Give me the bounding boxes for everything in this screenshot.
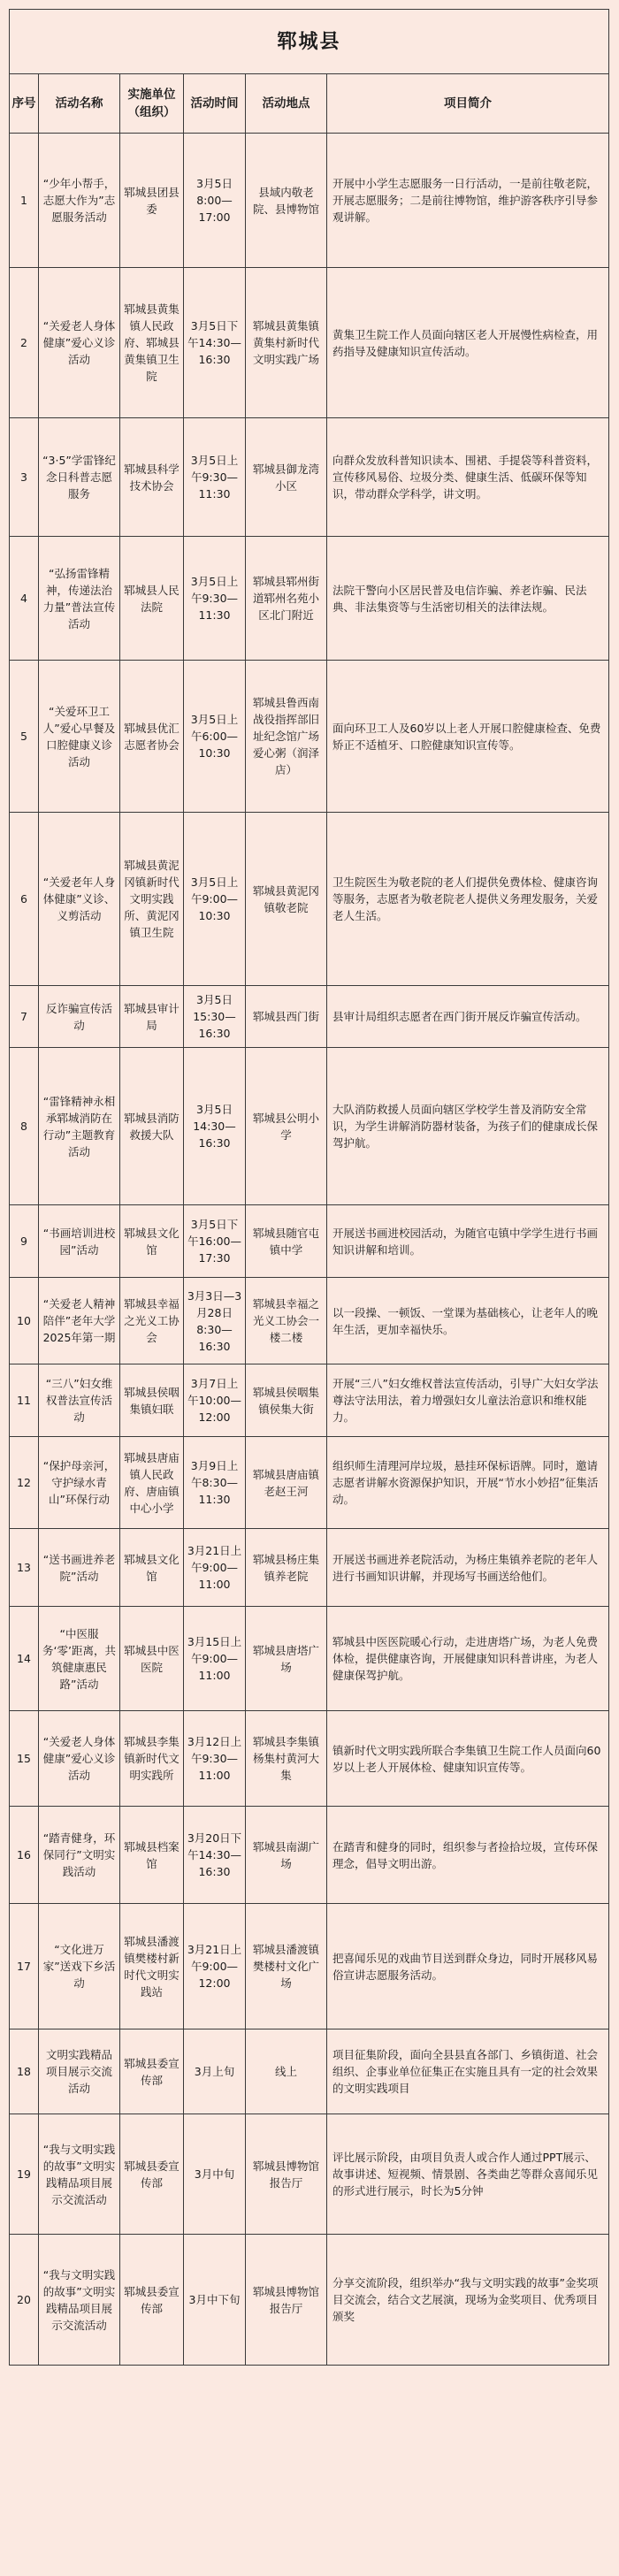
cell-name: “雷锋精神永相承郓城消防在行动”主题教育活动 bbox=[39, 1048, 120, 1205]
cell-place: 郓城县唐塔广场 bbox=[246, 1607, 327, 1711]
cell-no: 1 bbox=[10, 134, 39, 268]
cell-intro: 县审计局组织志愿者在西门街开展反诈骗宣传活动。 bbox=[327, 986, 609, 1048]
cell-name: “3·5”学雷锋纪念日科普志愿服务 bbox=[39, 418, 120, 537]
cell-time: 3月中旬 bbox=[184, 2114, 246, 2235]
cell-no: 4 bbox=[10, 537, 39, 661]
title-row bbox=[10, 10, 609, 74]
table-row bbox=[10, 2235, 609, 2366]
cell-time: 3月9日上午8:30—11:30 bbox=[184, 1437, 246, 1529]
header-org: 实施单位（组织） bbox=[120, 74, 184, 134]
cell-time: 3月20日下午14:30—16:30 bbox=[184, 1807, 246, 1904]
header-time: 活动时间 bbox=[184, 74, 246, 134]
cell-time: 3月5日上午9:00—10:30 bbox=[184, 813, 246, 986]
cell-no: 14 bbox=[10, 1607, 39, 1711]
cell-time: 3月21日上午9:00—11:00 bbox=[184, 1529, 246, 1607]
cell-org: 郓城县潘渡镇樊楼村新时代文明实践站 bbox=[120, 1904, 184, 2029]
table-title: 郓城县 bbox=[10, 10, 609, 74]
cell-place: 郓城县博物馆报告厅 bbox=[246, 2114, 327, 2235]
cell-place: 线上 bbox=[246, 2029, 327, 2114]
cell-name: “关爱环卫工人”爱心早餐及口腔健康义诊活动 bbox=[39, 661, 120, 813]
table-row bbox=[10, 418, 609, 537]
cell-org: 郓城县中医医院 bbox=[120, 1607, 184, 1711]
cell-intro: 以一段操、一顿饭、一堂课为基础核心，让老年人的晚年生活，更加幸福快乐。 bbox=[327, 1278, 609, 1364]
table-row bbox=[10, 1529, 609, 1607]
cell-org: 郓城县优汇志愿者协会 bbox=[120, 661, 184, 813]
table-row bbox=[10, 1048, 609, 1205]
cell-name: “中医服务‘零’距离，共筑健康惠民路”活动 bbox=[39, 1607, 120, 1711]
cell-place: 郓城县李集镇杨集村黄河大集 bbox=[246, 1711, 327, 1807]
cell-place: 郓城县幸福之光义工协会一楼二楼 bbox=[246, 1278, 327, 1364]
cell-place: 郓城县西门街 bbox=[246, 986, 327, 1048]
cell-name: “关爱老人身体健康”爱心义诊活动 bbox=[39, 1711, 120, 1807]
cell-name: 文明实践精品项目展示交流活动 bbox=[39, 2029, 120, 2114]
cell-org: 郓城县李集镇新时代文明实践所 bbox=[120, 1711, 184, 1807]
cell-time: 3月5日14:30—16:30 bbox=[184, 1048, 246, 1205]
cell-no: 17 bbox=[10, 1904, 39, 2029]
cell-org: 郓城县文化馆 bbox=[120, 1205, 184, 1278]
cell-place: 郓城县黄集镇黄集村新时代文明实践广场 bbox=[246, 268, 327, 418]
cell-intro: 开展中小学生志愿服务一日行活动，一是前往敬老院，开展志愿服务；二是前往博物馆，维护游客秩序引导参观讲解。 bbox=[327, 134, 609, 268]
table-row bbox=[10, 1711, 609, 1807]
table-row bbox=[10, 661, 609, 813]
table-row bbox=[10, 986, 609, 1048]
cell-place: 郓城县南湖广场 bbox=[246, 1807, 327, 1904]
cell-place: 郓城县郓州街道郓州名苑小区北门附近 bbox=[246, 537, 327, 661]
cell-no: 15 bbox=[10, 1711, 39, 1807]
table-row bbox=[10, 537, 609, 661]
cell-no: 20 bbox=[10, 2235, 39, 2366]
cell-no: 2 bbox=[10, 268, 39, 418]
table-row bbox=[10, 134, 609, 268]
cell-intro: 开展送书画进校园活动，为随官屯镇中学学生进行书画知识讲解和培训。 bbox=[327, 1205, 609, 1278]
cell-no: 3 bbox=[10, 418, 39, 537]
cell-place: 郓城县杨庄集镇养老院 bbox=[246, 1529, 327, 1607]
cell-name: “保护母亲河，守护绿水青山”环保行动 bbox=[39, 1437, 120, 1529]
table-row bbox=[10, 1807, 609, 1904]
cell-name: “弘扬雷锋精神，传递法治力量”普法宣传活动 bbox=[39, 537, 120, 661]
cell-time: 3月15日上午9:00—11:00 bbox=[184, 1607, 246, 1711]
cell-intro: 把喜闻乐见的戏曲节目送到群众身边，同时开展移风易俗宣讲志愿服务活动。 bbox=[327, 1904, 609, 2029]
cell-no: 11 bbox=[10, 1364, 39, 1437]
cell-place: 郓城县侯咽集镇侯集大街 bbox=[246, 1364, 327, 1437]
cell-no: 6 bbox=[10, 813, 39, 986]
cell-org: 郓城县委宣传部 bbox=[120, 2235, 184, 2366]
cell-intro: 向群众发放科普知识读本、围裙、手提袋等科普资料，宣传移风易俗、垃圾分类、健康生活、低碳环保等知识，带动群众学科学，讲文明。 bbox=[327, 418, 609, 537]
cell-time: 3月5日15:30—16:30 bbox=[184, 986, 246, 1048]
cell-no: 8 bbox=[10, 1048, 39, 1205]
table-row bbox=[10, 1205, 609, 1278]
cell-time: 3月5日上午6:00—10:30 bbox=[184, 661, 246, 813]
cell-time: 3月12日上午9:30—11:00 bbox=[184, 1711, 246, 1807]
cell-name: “我与文明实践的故事”文明实践精品项目展示交流活动 bbox=[39, 2114, 120, 2235]
cell-org: 郓城县委宣传部 bbox=[120, 2029, 184, 2114]
cell-org: 郓城县文化馆 bbox=[120, 1529, 184, 1607]
cell-place: 郓城县潘渡镇樊楼村文化广场 bbox=[246, 1904, 327, 2029]
cell-intro: 黄集卫生院工作人员面向辖区老人开展慢性病检查，用药指导及健康知识宣传活动。 bbox=[327, 268, 609, 418]
cell-name: “送书画进养老院”活动 bbox=[39, 1529, 120, 1607]
cell-intro: 组织师生清理河岸垃圾，悬挂环保标语牌。同时，邀请志愿者讲解水资源保护知识，开展“节水小妙招”征集活动。 bbox=[327, 1437, 609, 1529]
header-place: 活动地点 bbox=[246, 74, 327, 134]
cell-org: 郓城县消防救援大队 bbox=[120, 1048, 184, 1205]
cell-name: “少年小帮手，志愿大作为”志愿服务活动 bbox=[39, 134, 120, 268]
header-no: 序号 bbox=[10, 74, 39, 134]
activity-table-wrapper bbox=[9, 9, 608, 2366]
header-intro: 项目简介 bbox=[327, 74, 609, 134]
table-row bbox=[10, 1904, 609, 2029]
cell-name: “书画培训进校园”活动 bbox=[39, 1205, 120, 1278]
header-row bbox=[10, 74, 609, 134]
cell-time: 3月7日上午10:00—12:00 bbox=[184, 1364, 246, 1437]
cell-intro: 法院干警向小区居民普及电信诈骗、养老诈骗、民法典、非法集资等与生活密切相关的法律法规。 bbox=[327, 537, 609, 661]
cell-no: 10 bbox=[10, 1278, 39, 1364]
activity-table bbox=[9, 9, 609, 2366]
cell-no: 9 bbox=[10, 1205, 39, 1278]
cell-place: 郓城县黄泥冈镇敬老院 bbox=[246, 813, 327, 986]
table-row bbox=[10, 268, 609, 418]
cell-name: “我与文明实践的故事”文明实践精品项目展示交流活动 bbox=[39, 2235, 120, 2366]
cell-org: 郓城县黄集镇人民政府、郓城县黄集镇卫生院 bbox=[120, 268, 184, 418]
header-name: 活动名称 bbox=[39, 74, 120, 134]
cell-time: 3月5日上午9:30—11:30 bbox=[184, 537, 246, 661]
table-row bbox=[10, 813, 609, 986]
cell-no: 19 bbox=[10, 2114, 39, 2235]
cell-place: 郓城县公明小学 bbox=[246, 1048, 327, 1205]
cell-time: 3月中下旬 bbox=[184, 2235, 246, 2366]
table-row bbox=[10, 2114, 609, 2235]
cell-name: 反诈骗宣传活动 bbox=[39, 986, 120, 1048]
cell-no: 7 bbox=[10, 986, 39, 1048]
table-row bbox=[10, 1278, 609, 1364]
cell-intro: 在踏青和健身的同时，组织参与者捡拾垃圾，宣传环保理念，倡导文明出游。 bbox=[327, 1807, 609, 1904]
cell-org: 郓城县侯咽集镇妇联 bbox=[120, 1364, 184, 1437]
cell-place: 郓城县随官屯镇中学 bbox=[246, 1205, 327, 1278]
cell-intro: 镇新时代文明实践所联合李集镇卫生院工作人员面向60岁以上老人开展体检、健康知识宣传等。 bbox=[327, 1711, 609, 1807]
cell-intro: 评比展示阶段，由项目负责人或合作人通过PPT展示、故事讲述、短视频、情景剧、各类曲艺等群众喜闻乐见的形式进行展示，时长为5分钟 bbox=[327, 2114, 609, 2235]
cell-name: “关爱老人身体健康”爱心义诊活动 bbox=[39, 268, 120, 418]
cell-name: “关爱老年人身体健康”义诊、义剪活动 bbox=[39, 813, 120, 986]
cell-name: “关爱老人精神陪伴”老年大学2025年第一期 bbox=[39, 1278, 120, 1364]
cell-time: 3月上旬 bbox=[184, 2029, 246, 2114]
cell-org: 郓城县团县委 bbox=[120, 134, 184, 268]
cell-intro: 分享交流阶段，组织举办“我与文明实践的故事”金奖项目交流会，结合文艺展演，现场为金奖项目、优秀项目颁奖 bbox=[327, 2235, 609, 2366]
cell-time: 3月5日 8:00—17:00 bbox=[184, 134, 246, 268]
table-row bbox=[10, 1607, 609, 1711]
cell-org: 郓城县黄泥冈镇新时代文明实践所、黄泥冈镇卫生院 bbox=[120, 813, 184, 986]
cell-name: “三八”妇女维权普法宣传活动 bbox=[39, 1364, 120, 1437]
cell-no: 12 bbox=[10, 1437, 39, 1529]
cell-no: 5 bbox=[10, 661, 39, 813]
cell-intro: 郓城县中医医院暖心行动，走进唐塔广场，为老人免费体检，提供健康咨询，开展健康知识科普讲座，为老人健康保驾护航。 bbox=[327, 1607, 609, 1711]
cell-org: 郓城县唐庙镇人民政府、唐庙镇中心小学 bbox=[120, 1437, 184, 1529]
cell-org: 郓城县档案馆 bbox=[120, 1807, 184, 1904]
cell-intro: 面向环卫工人及60岁以上老人开展口腔健康检查、免费矫正不适植牙、口腔健康知识宣传等。 bbox=[327, 661, 609, 813]
cell-org: 郓城县科学技术协会 bbox=[120, 418, 184, 537]
cell-name: “踏青健身，环保同行”文明实践活动 bbox=[39, 1807, 120, 1904]
cell-intro: 项目征集阶段，面向全县县直各部门、乡镇街道、社会组织、企事业单位征集正在实施且具有一定的社会效果的文明实践项目 bbox=[327, 2029, 609, 2114]
cell-no: 16 bbox=[10, 1807, 39, 1904]
cell-place: 县域内敬老院、县博物馆 bbox=[246, 134, 327, 268]
cell-no: 13 bbox=[10, 1529, 39, 1607]
cell-place: 郓城县唐庙镇老赵王河 bbox=[246, 1437, 327, 1529]
table-row bbox=[10, 2029, 609, 2114]
cell-time: 3月5日下午14:30—16:30 bbox=[184, 268, 246, 418]
cell-org: 郓城县人民法院 bbox=[120, 537, 184, 661]
cell-intro: 开展“三八”妇女维权普法宣传活动，引导广大妇女学法尊法守法用法，着力增强妇女儿童法治意识和维权能力。 bbox=[327, 1364, 609, 1437]
cell-name: “文化进万家”送戏下乡活动 bbox=[39, 1904, 120, 2029]
cell-org: 郓城县委宣传部 bbox=[120, 2114, 184, 2235]
cell-time: 3月21日上午9:00—12:00 bbox=[184, 1904, 246, 2029]
cell-no: 18 bbox=[10, 2029, 39, 2114]
cell-intro: 大队消防救援人员面向辖区学校学生普及消防安全常识，为学生讲解消防器材装备，为孩子们的健康成长保驾护航。 bbox=[327, 1048, 609, 1205]
cell-time: 3月5日上午9:30—11:30 bbox=[184, 418, 246, 537]
cell-place: 郓城县博物馆报告厅 bbox=[246, 2235, 327, 2366]
cell-intro: 开展送书画进养老院活动，为杨庄集镇养老院的老年人进行书画知识讲解，并现场写书画送给他们。 bbox=[327, 1529, 609, 1607]
cell-place: 郓城县御龙湾小区 bbox=[246, 418, 327, 537]
cell-time: 3月5日下午16:00—17:30 bbox=[184, 1205, 246, 1278]
cell-org: 郓城县审计局 bbox=[120, 986, 184, 1048]
cell-intro: 卫生院医生为敬老院的老人们提供免费体检、健康咨询等服务，志愿者为敬老院老人提供义务理发服务，关爱老人生活。 bbox=[327, 813, 609, 986]
cell-org: 郓城县幸福之光义工协会 bbox=[120, 1278, 184, 1364]
cell-place: 郓城县鲁西南战役指挥部旧址纪念馆广场爱心粥（润泽店） bbox=[246, 661, 327, 813]
cell-time: 3月3日—3月28日 8:30—16:30 bbox=[184, 1278, 246, 1364]
table-row bbox=[10, 1437, 609, 1529]
table-row bbox=[10, 1364, 609, 1437]
